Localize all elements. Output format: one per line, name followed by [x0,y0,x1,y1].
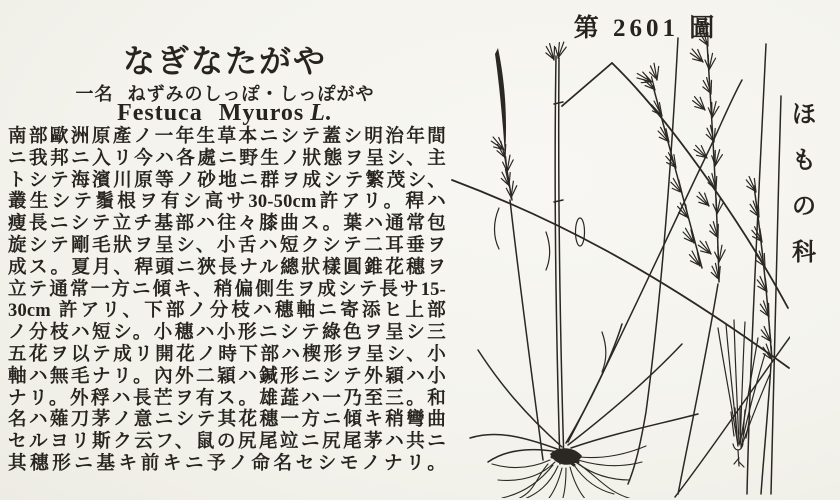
latin-author: L. [310,100,333,126]
family-char: も [792,148,816,174]
text-line: 成ス。夏月、稈頭ニ狹長ナル總狀樣圓錐花穗ヲ [8,257,446,278]
text-line: 瘦長ニシテ立チ基部ハ往々膝曲ス。葉ハ通常包 [8,214,446,235]
text-line: ナリ。外稃ハ長芒ヲ有ス。雄蕋ハ一乃至三。和 [8,388,446,409]
text-line: 軸ハ無毛ナリ。內外二穎ハ鍼形ニシテ外穎ハ小 [8,366,446,387]
family-char: 科 [792,240,816,266]
figure-number-label: 第 2601 圖 [573,15,719,42]
text-line: 旋シテ剛毛狀ヲ呈シ、小舌ハ短クシテ二耳垂ヲ [8,235,446,256]
text-line: 立テ通常一方ニ傾キ、稍偏側生ヲ成シテ長サ15- [8,279,446,300]
text-line: ニ我邦ニ入リ今ハ各處ニ野生ノ狀態ヲ呈シ、主 [8,148,446,169]
description-text [8,127,446,476]
alt-name-label: 一名 [75,84,114,104]
text-line: 五花ヲ以テ成リ開花ノ時下部ハ楔形ヲ呈シ、小 [8,344,446,365]
latin-name: Festuca Myuros [117,100,305,126]
stems-and-leaves [452,38,790,497]
alt-names: ねずみのしっぽ・しっぽがや [127,84,375,104]
family-name-vertical [784,94,824,267]
family-char: ほ [792,102,816,128]
text-line: 名ハ薙刀茅ノ意ニシテ其花穗一方ニ傾キ稍彎曲 [8,410,446,431]
text-line: トシテ海濱川原等ノ砂地ニ群ヲ成シテ繁茂シ、 [8,170,446,191]
text-line: 南部歐洲原產ノ一年生草本ニシテ蓋シ明治年間 [8,127,446,147]
fibrous-roots [492,446,646,498]
text-line: セルヨリ斯ク云フ、鼠の尻尾竝ニ尻尾茅ハ共ニ [8,432,446,453]
latin-name-line [4,100,446,127]
species-title: なぎなたがや [122,43,327,79]
text-line: 30cm 許アリ、下部ノ分枝ハ穗軸ニ寄添ヒ上部 [8,301,446,322]
text-line: 其穗形ニ基キ前キニ予ノ命名セシモノナリ。 [8,453,446,474]
text-line: ノ分枝ハ短シ。小穗ハ小形ニシテ綠色ヲ呈シ三 [8,323,446,344]
spikelet-detail [718,320,770,467]
text-line: 叢生シテ鬚根ヲ有シ高サ30-50cm許アリ。稈ハ [8,192,446,213]
grass-plant-illustration [450,32,790,498]
family-char: の [792,194,816,220]
